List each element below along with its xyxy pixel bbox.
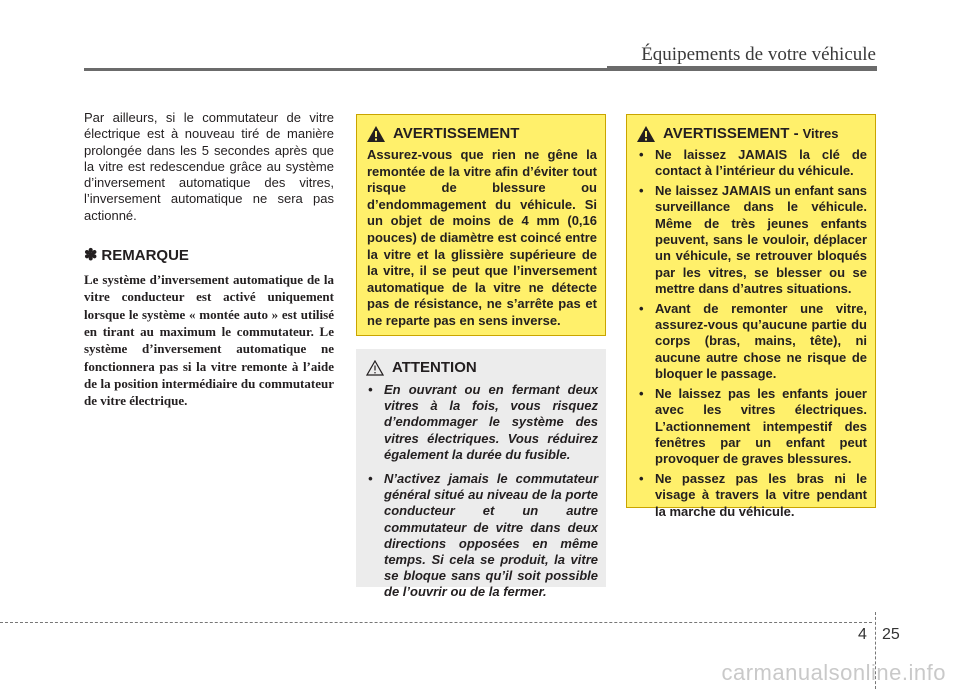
footer-rule — [0, 622, 872, 623]
attention-heading — [366, 359, 598, 376]
attention-title: ATTENTION — [392, 359, 477, 376]
vitres-item: • Ne passez pas les bras ni le visage à travers la vitre pendant la marche du véhicule. — [639, 470, 867, 519]
page-header-title: Équipements de votre véhicule — [641, 44, 876, 65]
attention-item: • En ouvrant ou en fermant deux vitres à la fois, vous risquez d’endommager le système des vitres électriques. Vous réduirez également la durée du fusible. — [368, 382, 598, 462]
vitres-title: AVERTISSEMENT - — [663, 125, 799, 142]
left-column — [84, 110, 334, 409]
page-number: 25 — [882, 626, 900, 643]
attention-item: • N’activez jamais le commutateur général situé au niveau de la porte conducteur et un autre commutateur de vitre dans deux directions opposées en même temps. Si cela se produit, la vitre se bloque sans qu’il soit possible de l’ouvrir ou de la fermer. — [368, 471, 598, 600]
vitres-list — [637, 147, 867, 520]
vitres-item: • Avant de remonter une vitre, assurez-vous qu’aucune partie du corps (bras, mains, tête), ni aucune autre chose ne risque de bloquer le passage. — [639, 300, 867, 382]
attention-box — [356, 349, 606, 600]
warning-triangle-icon — [637, 126, 655, 142]
asterisk-icon: ✽ — [84, 247, 98, 265]
warning-triangle-icon — [367, 126, 385, 142]
header-rule-accent — [607, 66, 877, 71]
chapter-number: 4 — [858, 626, 867, 643]
vitres-warning-box — [626, 114, 876, 519]
warning-heading — [367, 125, 597, 142]
vitres-title-suffix: Vitres — [802, 126, 839, 141]
vitres-item: • Ne laissez JAMAIS la clé de contact à l’intérieur du véhicule. — [639, 147, 867, 179]
warning-title: AVERTISSEMENT — [393, 125, 520, 142]
vitres-heading — [637, 125, 867, 142]
intro-paragraph: Par ailleurs, si le commutateur de vitre électrique est à nouveau tiré de manière prolongée dans les 5 secondes après que la vitre est redescendue grâce au système d’inversement automatique des vitres, l’inversement automatique ne sera pas actionné. — [84, 110, 334, 223]
remarque-text: Le système d’inversement automatique de la vitre conducteur est activé uniquement lorsque le système « montée auto » est utilisé en tirant au maximum le commutateur. Le système d’inversement automatique ne fonctionnera pas si la vitre remonte à l’aide de la position intermédiaire du commutateur de vitre électrique. — [84, 272, 334, 409]
caution-triangle-icon — [366, 360, 384, 376]
attention-list — [366, 382, 598, 601]
vitres-item: • Ne laissez pas les enfants jouer avec les vitres électriques. L’actionnement intempestif des fenêtres par un enfant peut provoquer de graves blessures. — [639, 385, 867, 467]
warning-box — [356, 114, 606, 336]
remarque-heading — [84, 245, 334, 265]
watermark: carmanualsonline.info — [721, 660, 946, 685]
remarque-title: REMARQUE — [101, 246, 189, 264]
warning-text: Assurez-vous que rien ne gêne la remontée de la vitre afin d’éviter tout risque de blessure ou d’endommagement du véhicule. Si un objet de moins de 4 mm (0,16 pouces) de diamètre est coincé entre la vitre et la glissière supérieure de la vitre, il se peut que l’inversement automatique de la vitre ne détecte pas de résistance, ne s’arrête pas et ne reparte pas en sens inverse. — [367, 147, 597, 328]
vitres-item: • Ne laissez JAMAIS un enfant sans surveillance dans le véhicule. Même de très jeunes enfants peuvent, sans le vouloir, déplacer un véhicule, se retrouver bloqués par les vitres, se blesser ou se mettre dans d’autres situations. — [639, 182, 867, 297]
